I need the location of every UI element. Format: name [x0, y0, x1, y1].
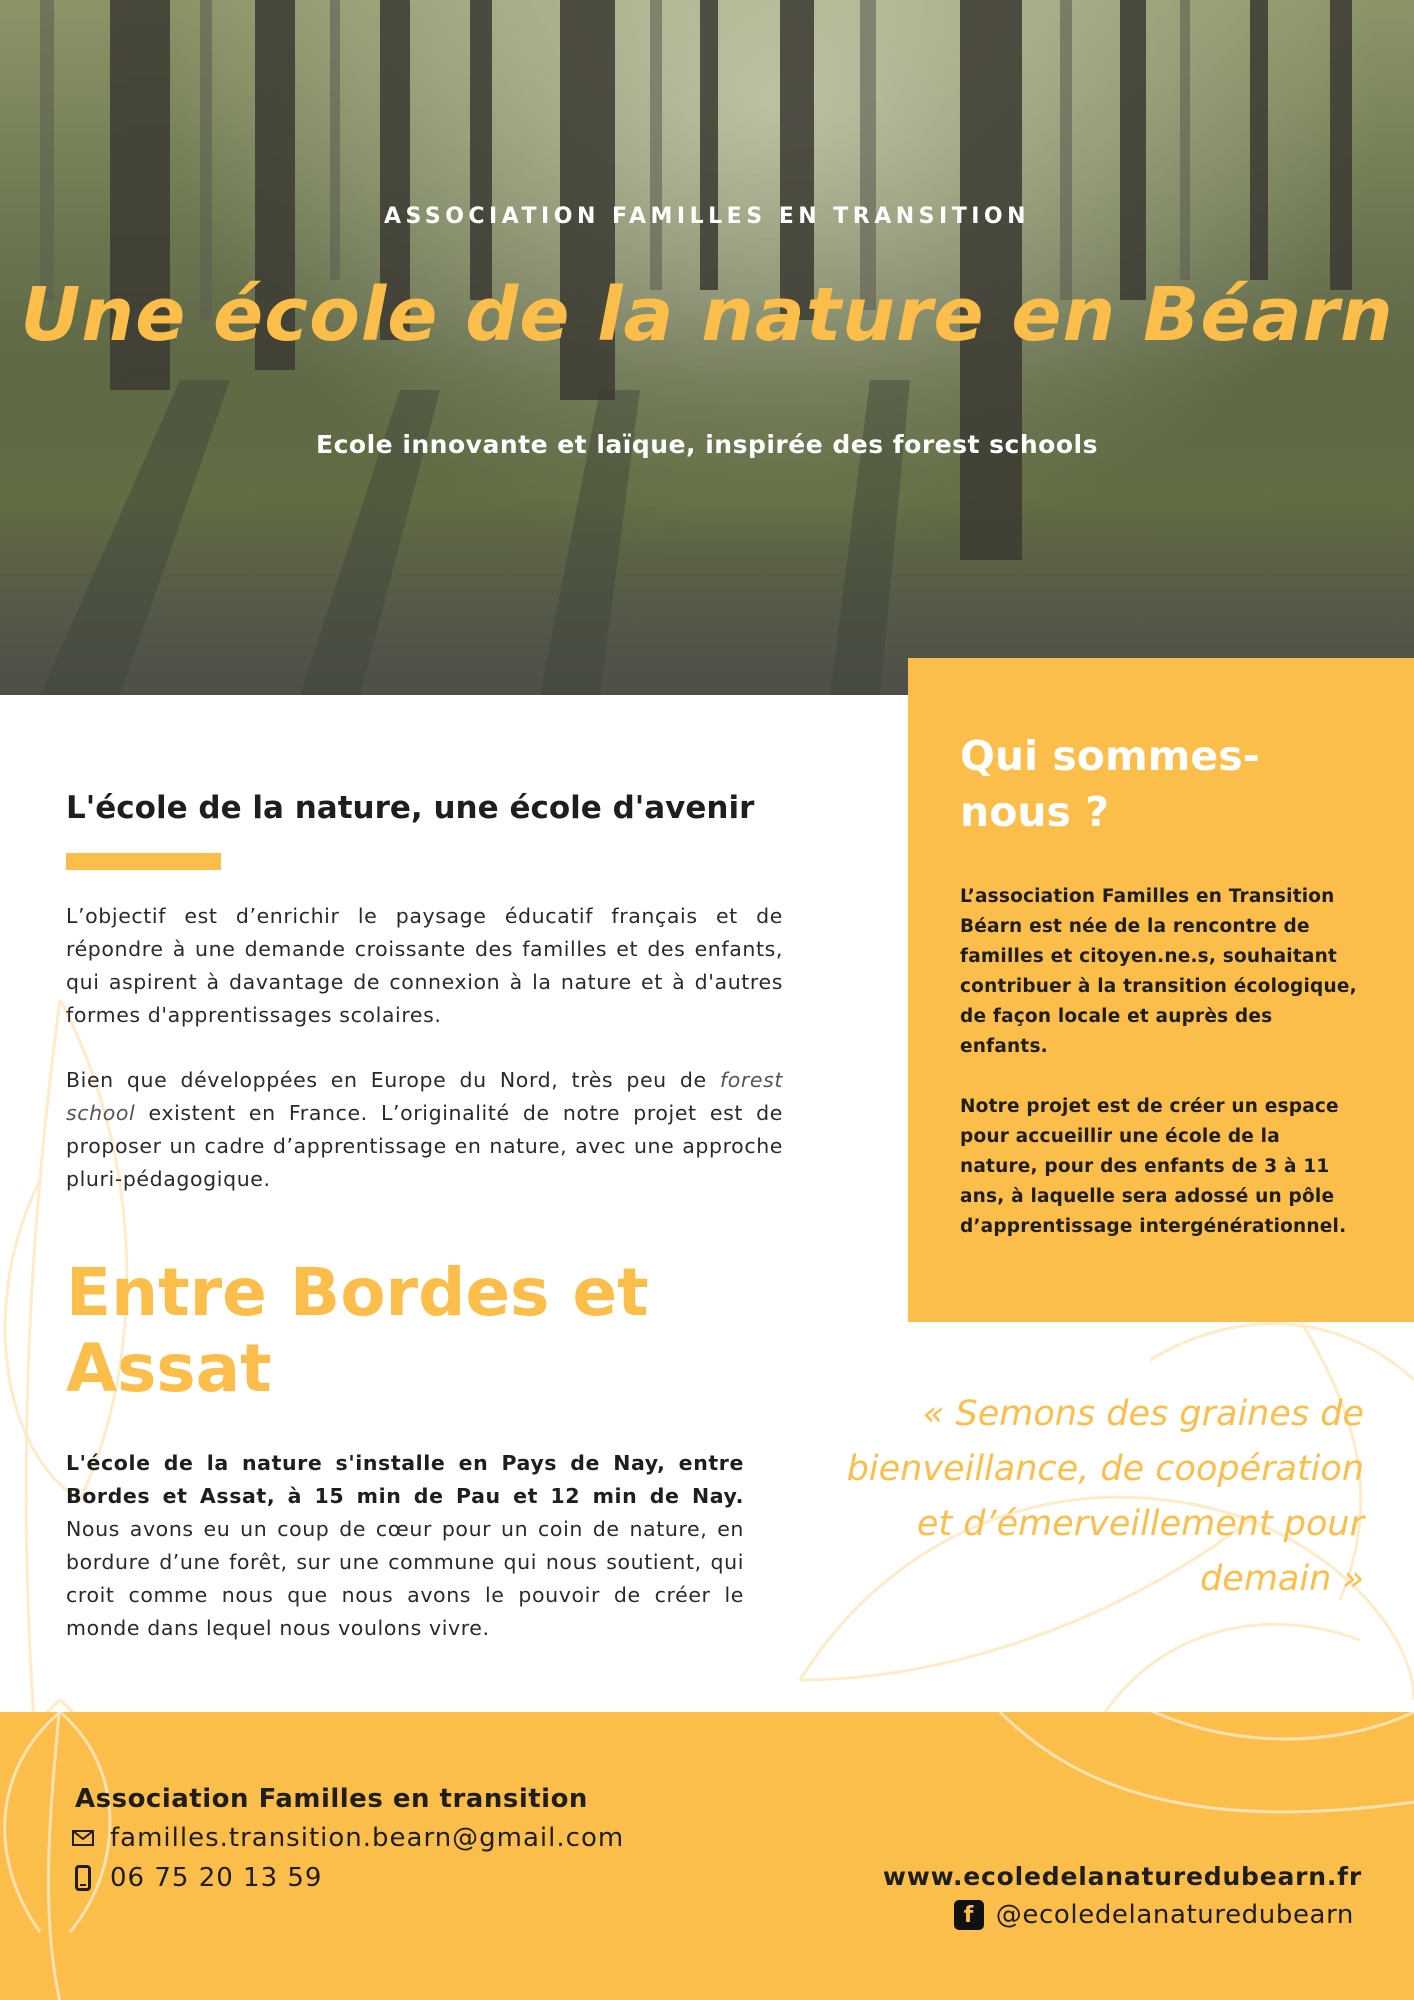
- facebook-icon: f: [954, 1900, 984, 1930]
- about-us-box: [908, 658, 1414, 1322]
- para2-italic: forest school: [66, 1068, 783, 1125]
- footer-phone-row[interactable]: [68, 1863, 322, 1893]
- section2-paragraph: [66, 1447, 744, 1645]
- footer-organization: Association Familles en transition: [75, 1784, 588, 1814]
- hero-title: Une école de la nature en Béarn: [20, 272, 1394, 358]
- about-us-heading-line1: Qui sommes-: [960, 732, 1260, 780]
- footer-email[interactable]: familles.transition.bearn@gmail.com: [110, 1823, 625, 1853]
- section2-text: Nous avons eu un coup de cœur pour un coin de nature, en bordure d’une forêt, sur une commune qui nous soutient, qui croit comme nous que nous avons le pouvoir de créer le monde dans lequel nous voulons vivre.: [66, 1517, 744, 1640]
- footer: [0, 1712, 1414, 2000]
- footer-phone[interactable]: 06 75 20 13 59: [110, 1863, 323, 1893]
- footer-email-row[interactable]: [68, 1823, 624, 1853]
- accent-bar: [66, 853, 221, 870]
- hero-subtitle: Ecole innovante et laïque, inspirée des forest schools: [316, 430, 1098, 459]
- para2-end: existent en France. L’originalité de notre projet est de proposer un cadre d’apprentissage en nature, avec une approche pluri-pédagogique.: [66, 1101, 783, 1191]
- about-us-heading: [960, 728, 1364, 840]
- quote: « Semons des graines de bienveillance, de coopération et d’émerveillement pour demain »: [846, 1394, 1364, 1599]
- about-us-paragraph-1: L’association Familles en Transition Béarn est née de la rencontre de familles et citoyen.ne.s, souhaitant contribuer à la transition écologique, de façon locale et auprès des enfants.: [960, 886, 1357, 1057]
- section2-heading-line2: Assat: [66, 1330, 272, 1407]
- about-us-paragraph-2: Notre projet est de créer un espace pour accueillir une école de la nature, pour des enfants de 3 à 11 ans, à laquelle sera adossé un pôle d’apprentissage intergénérationnel.: [960, 1096, 1347, 1237]
- footer-leaf-decoration: [0, 1712, 1414, 2000]
- hero-kicker: ASSOCIATION FAMILLES EN TRANSITION: [383, 204, 1031, 229]
- phone-icon: [68, 1863, 98, 1893]
- hero-banner: [0, 0, 1414, 695]
- footer-facebook-handle[interactable]: @ecoledelanaturedubearn: [995, 1900, 1354, 1930]
- section2-bold-text: L'école de la nature s'installe en Pays de Nay, entre Bordes et Assat, à 15 min de Pau et 12 min de Nay.: [66, 1451, 744, 1508]
- about-us-heading-line2: nous ?: [960, 788, 1110, 836]
- footer-website-link[interactable]: www.ecoledelanaturedubearn.fr: [882, 1862, 1362, 1891]
- mail-icon: [68, 1823, 98, 1853]
- footer-facebook-row[interactable]: [954, 1900, 1354, 1930]
- section-heading-ecole-avenir: L'école de la nature, une école d'avenir: [66, 790, 755, 826]
- section2-heading-line1: Entre Bordes et: [66, 1254, 649, 1331]
- section-heading-bordes-assat: [66, 1255, 766, 1407]
- section1-paragraph-1: L’objectif est d’enrichir le paysage éducatif français et de répondre à une demande croissante des familles et des enfants, qui aspirent à davantage de connexion à la nature et à d'autres formes d'apprentissages scolaires.: [66, 904, 783, 1027]
- para2-start: Bien que développées en Europe du Nord, très peu de: [66, 1068, 720, 1092]
- section1-paragraph-2: [66, 1064, 783, 1196]
